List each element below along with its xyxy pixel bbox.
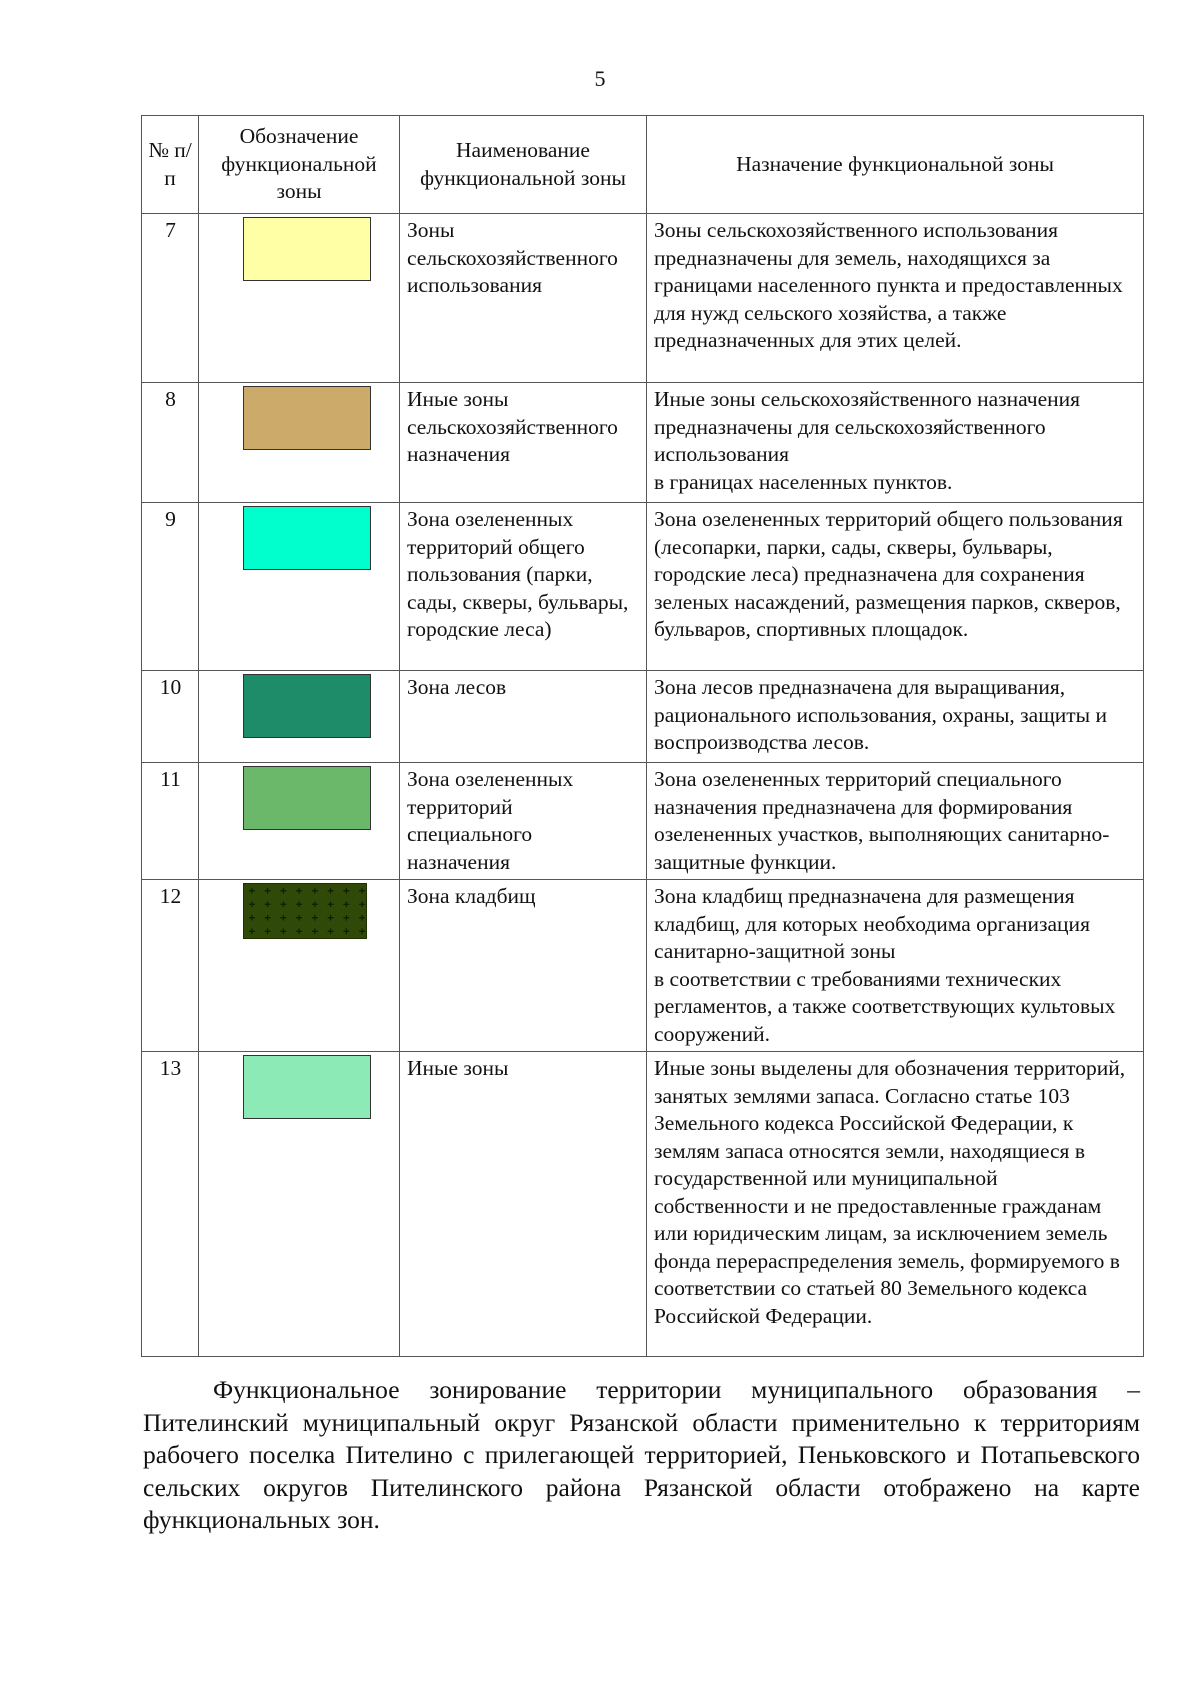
zone-purpose: Иные зоны сельскохозяйственного назначения предназначены для сельскохозяйственного использования в границах населенных пунктов. [647,383,1144,503]
row-number: 7 [142,214,199,383]
page-number: 5 [594,66,606,91]
zone-symbol-cell [199,214,400,383]
table-row [142,383,1144,503]
row-number: 8 [142,383,199,503]
zone-purpose: Зоны сельскохозяйственного использования предназначены для земель, находящихся за границами населенного пункта и предоставленных для нужд сельского хозяйства, а также предназначенных для этих целей. [647,214,1144,383]
zone-symbol-cell [199,1052,400,1357]
zone-name: Иные зоны [400,1052,647,1357]
zone-color-swatch [243,506,371,570]
zone-name: Зона кладбищ [400,880,647,1052]
row-number: 13 [142,1052,199,1357]
body-paragraph: Функциональное зонирование территории муниципального образования – Пителинский муниципальный округ Рязанской области применительно к территориям рабочего поселка Пителино с прилегающей территорией, Пеньковского и Потапьевского сельских округов Пителинского района Рязанской области отображено на карте функциональных зон. [143,1375,1140,1534]
zone-color-swatch [243,674,371,738]
zone-purpose: Иные зоны выделены для обозначения территорий, занятых землями запаса. Согласно статье 103 Земельного кодекса Российской Федерации, к землям запаса относятся земли, находящиеся в государственной или муниципальной собственности и не предоставленные гражданам или юридическим лицам, за исключением земель фонда перераспределения земель, формируемого в соответствии со статьей 80 Земельного кодекса Российской Федерации. [647,1052,1144,1357]
row-number: 11 [142,763,199,880]
row-number: 9 [142,503,199,671]
header-number [142,116,199,214]
zone-purpose: Зона лесов предназначена для выращивания, рационального использования, охраны, защиты и воспроизводства лесов. [647,671,1144,763]
header-purpose [647,116,1144,214]
zone-purpose: Зона кладбищ предназначена для размещения кладбищ, для которых необходима организация санитарно-защитной зоны в соответствии с требованиями технических регламентов, а также соответствующих культовых сооружений. [647,880,1144,1052]
zone-name: Иные зоны сельскохозяйственного назначения [400,383,647,503]
zone-symbol-cell [199,383,400,503]
header-symbol-text: Обозначение функциональной зоны [221,124,377,204]
table-row [142,1052,1144,1357]
zone-name: Зона озелененных территорий общего пользования (парки, сады, скверы, бульвары, городские леса) [400,503,647,671]
zone-purpose: Зона озелененных территорий общего пользования (лесопарки, парки, сады, скверы, бульвары, городские леса) предназначена для сохранения зеленых насаждений, размещения парков, скверов, бульваров, спортивных площадок. [647,503,1144,671]
zone-symbol-cell [199,671,400,763]
cemetery-hatch-swatch [243,883,367,939]
table-row [142,214,1144,383]
plus-hatch-pattern-icon [244,884,366,938]
table-row [142,763,1144,880]
zone-name: Зоны сельскохозяйственного использования [400,214,647,383]
zone-name: Зона озелененных территорий специального назначения [400,763,647,880]
zone-purpose: Зона озелененных территорий специального назначения предназначена для формирования озелененных участков, выполняющих санитарно-защитные функции. [647,763,1144,880]
header-name [400,116,647,214]
row-number: 12 [142,880,199,1052]
header-name-text: Наименование функциональной зоны [420,138,626,190]
zone-color-swatch [243,217,371,281]
header-purpose-text: Назначение функциональной зоны [736,151,1054,176]
zone-symbol-cell [199,763,400,880]
table-row [142,880,1144,1052]
table-row [142,503,1144,671]
zone-color-swatch [243,386,371,450]
header-number-text: № п/п [148,138,192,190]
table-header-row [142,116,1144,214]
zone-color-swatch [243,1055,371,1119]
zone-color-swatch [243,766,371,830]
table-row [142,671,1144,763]
zone-name: Зона лесов [400,671,647,763]
functional-zones-table [141,115,1144,1357]
zone-symbol-cell [199,503,400,671]
row-number: 10 [142,671,199,763]
zone-symbol-cell [199,880,400,1052]
header-symbol [199,116,400,214]
